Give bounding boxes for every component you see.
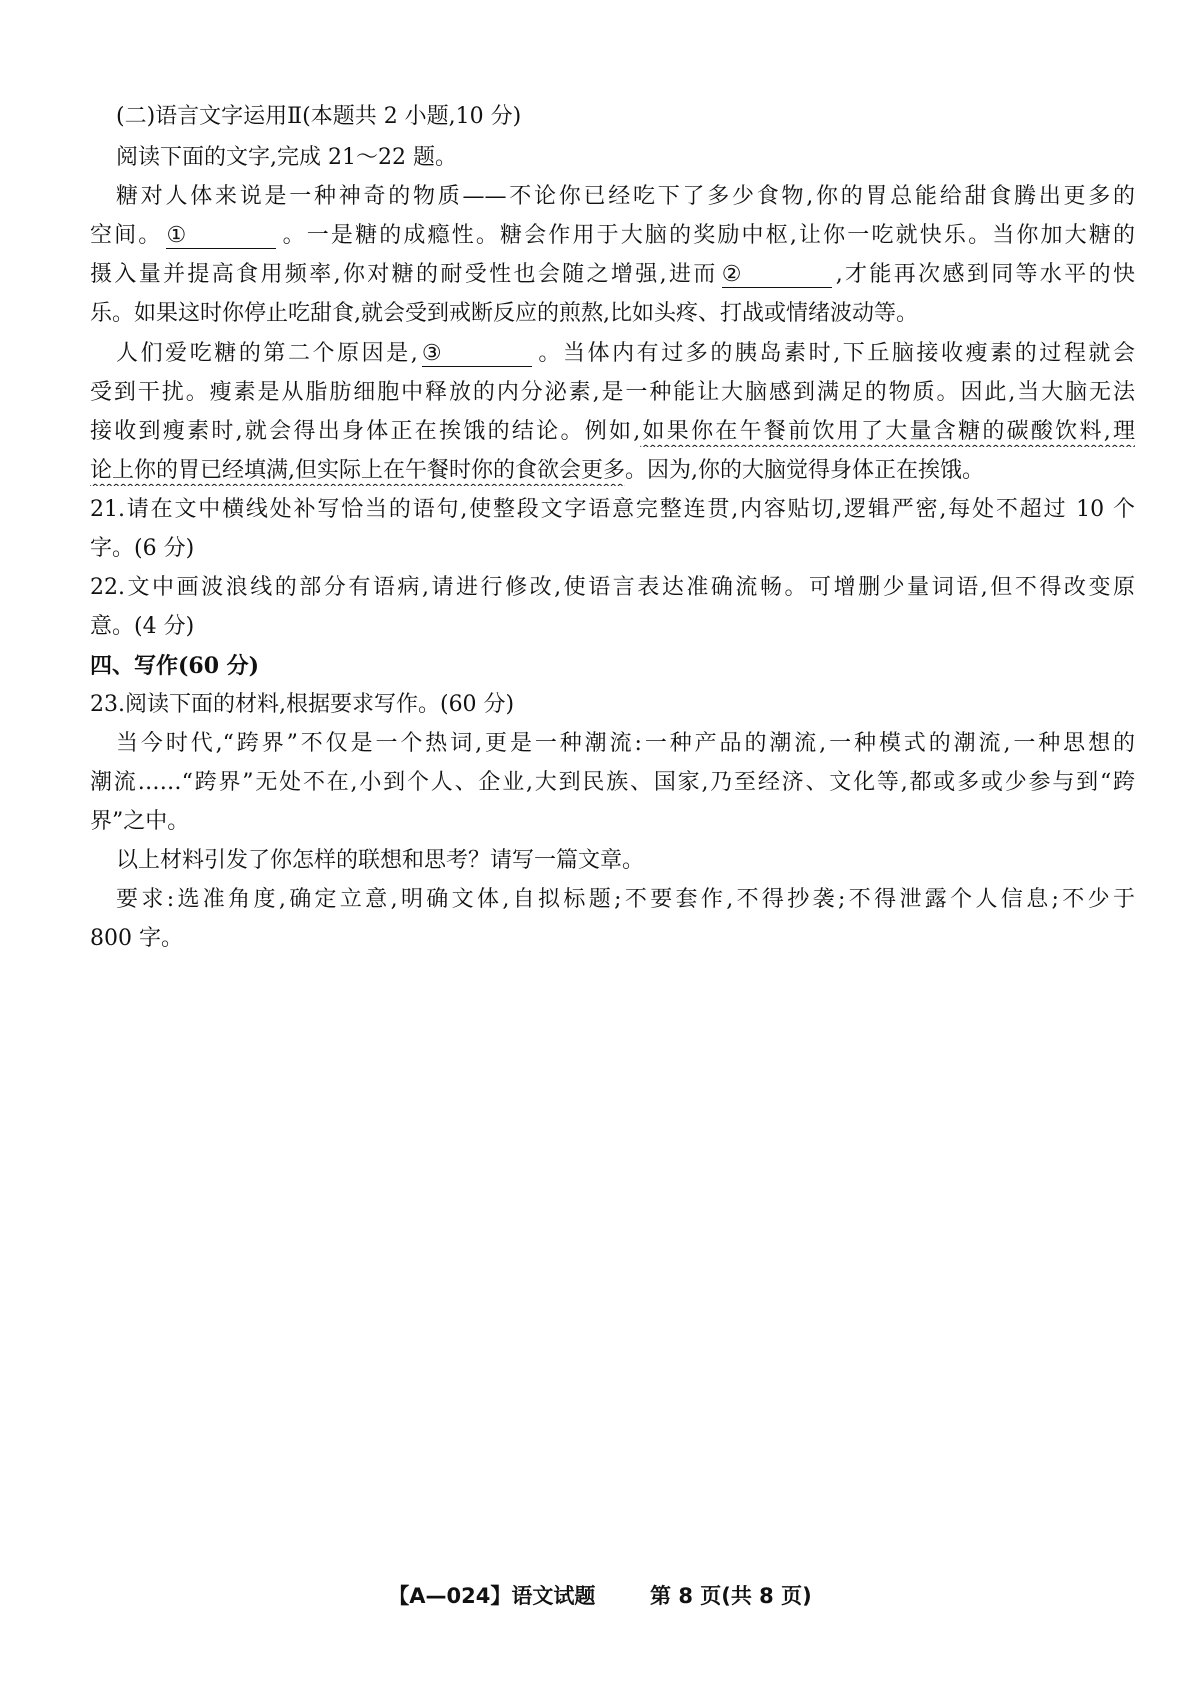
passage-text: ,才能再次感到同等水平的快	[835, 262, 1135, 287]
passage-text: 。当体内有过多的胰岛素时,下丘脑接收瘦素的过程就会	[535, 341, 1135, 366]
writing-requirements-cont: 800 字。	[90, 926, 183, 951]
passage-text: 人们爱吃糖的第二个原因是,	[116, 341, 418, 366]
material-line: 界”之中。	[90, 809, 190, 834]
passage-line: 乐。如果这时你停止吃甜食,就会受到戒断反应的煎熬,比如头疼、打战或情绪波动等。	[90, 301, 918, 326]
material-line: 当今时代,“跨界”不仅是一个热词,更是一种潮流:一种产品的潮流,一种模式的潮流,一种思想的	[116, 731, 1135, 756]
passage-line	[90, 221, 1135, 251]
exam-code: 【A—024】语文试题	[388, 1584, 596, 1608]
passage-line: 受到干扰。瘦素是从脂肪细胞中释放的内分泌素,是一种能让大脑感到满足的物质。因此,当大脑无法	[90, 380, 1135, 405]
question-22-cont: 意。(4 分)	[90, 614, 195, 639]
question-22: 22.文中画波浪线的部分有语病,请进行修改,使语言表达准确流畅。可增删少量词语,但不得改变原	[90, 575, 1135, 600]
passage-text: 。一是糖的成瘾性。糖会作用于大脑的奖励中枢,让你一吃就快乐。当你加大糖的	[280, 223, 1135, 248]
material-line: 潮流……“跨界”无处不在,小到个人、企业,大到民族、国家,乃至经济、文化等,都或多或少参与到“跨	[90, 770, 1135, 795]
passage-line	[90, 260, 1135, 290]
page-footer	[0, 1580, 1200, 1610]
passage-text: 。因为,你的大脑觉得身体正在挨饿。	[625, 458, 984, 483]
passage-line	[90, 417, 1135, 447]
passage-text: 接收到瘦素时,就会得出身体正在挨饿的结论。例如,	[90, 419, 641, 444]
section-heading: (二)语言文字运用Ⅱ(本题共 2 小题,10 分)	[116, 104, 522, 129]
wavy-underlined-text: 如果你在午餐前饮用了大量含糖的碳酸饮料,理	[640, 419, 1135, 444]
question-23: 23.阅读下面的材料,根据要求写作。(60 分)	[90, 692, 515, 717]
question-21-cont: 字。(6 分)	[90, 536, 195, 561]
writing-section-heading: 四、写作(60 分)	[90, 653, 260, 679]
reading-instruction: 阅读下面的文字,完成 21～22 题。	[116, 145, 457, 170]
passage-line: 糖对人体来说是一种神奇的物质——不论你已经吃下了多少食物,你的胃总能给甜食腾出更多的	[116, 184, 1135, 209]
question-21: 21.请在文中横线处补写恰当的语句,使整段文字语意完整连贯,内容贴切,逻辑严密,每处不超过 10 个	[90, 497, 1135, 522]
fill-blank-3: ③	[422, 342, 532, 367]
passage-text: 摄入量并提高食用频率,你对糖的耐受性也会随之增强,进而	[90, 262, 718, 287]
writing-requirements: 要求:选准角度,确定立意,明确文体,自拟标题;不要套作,不得抄袭;不得泄露个人信息;不少于	[116, 887, 1135, 912]
fill-blank-2: ②	[722, 263, 832, 288]
page-number: 第 8 页(共 8 页)	[650, 1584, 812, 1608]
passage-text: 空间。	[90, 223, 163, 248]
fill-blank-1: ①	[166, 224, 276, 249]
wavy-underlined-text: 论上你的胃已经填满,但实际上在午餐时你的食欲会更多	[90, 458, 625, 483]
passage-line	[90, 456, 1135, 486]
passage-line	[116, 339, 1135, 369]
writing-prompt: 以上材料引发了你怎样的联想和思考？请写一篇文章。	[116, 848, 645, 873]
